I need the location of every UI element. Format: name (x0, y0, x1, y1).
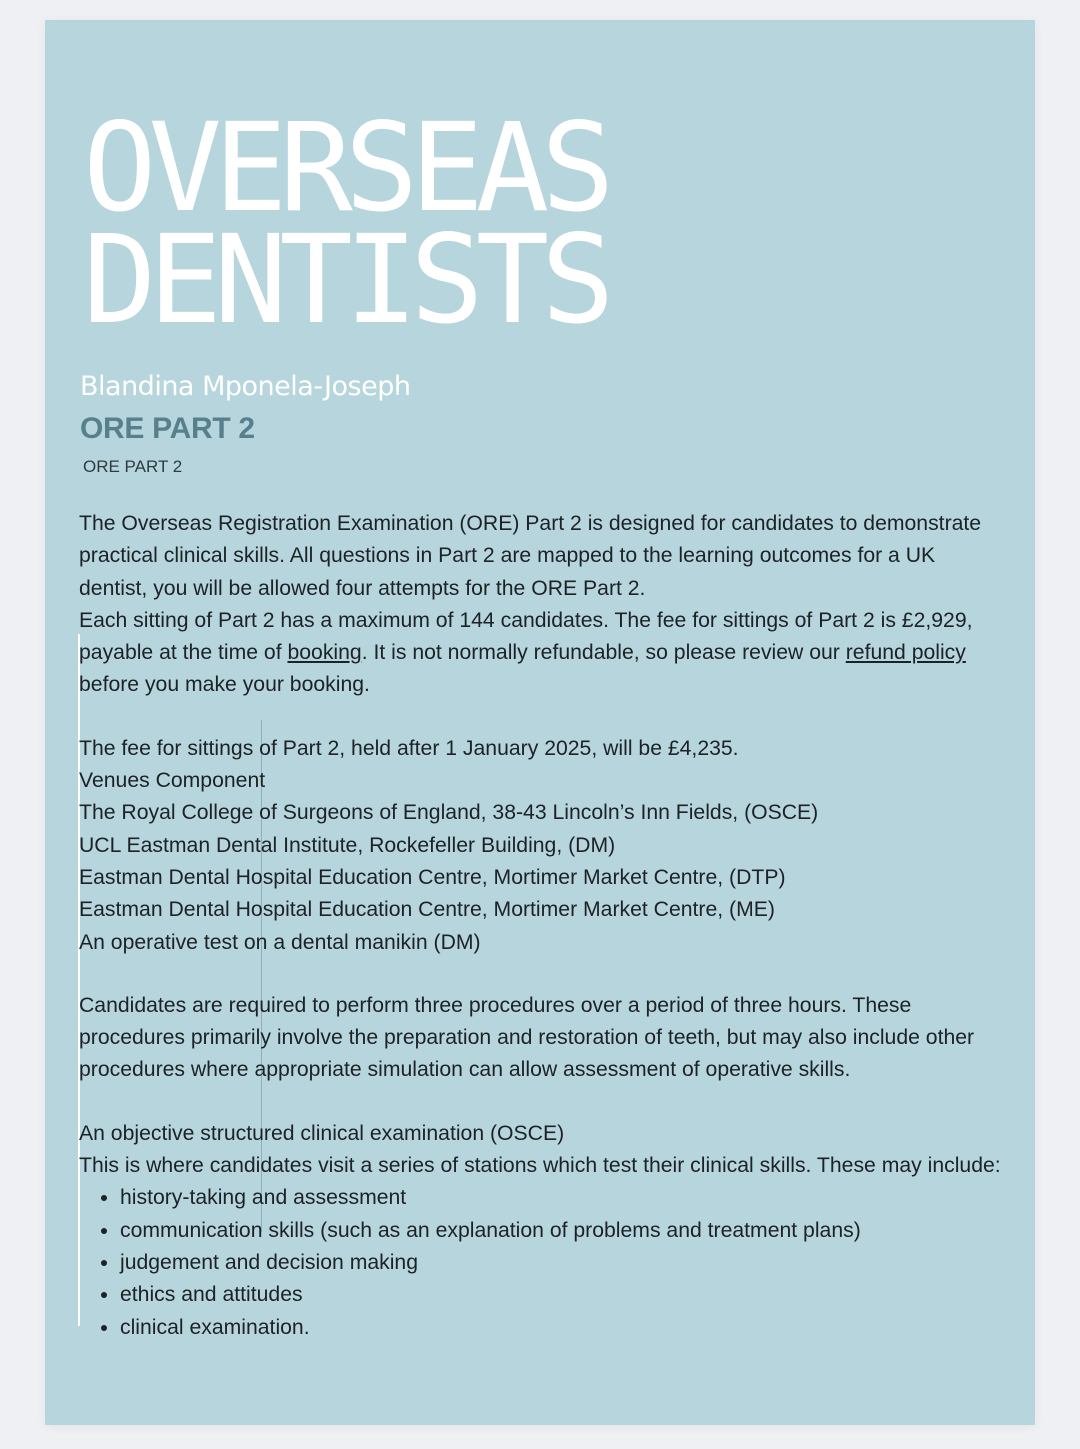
intro-paragraph: The Overseas Registration Examination (ORE) Part 2 is designed for candidates to demonstrate practical clinical skills. All questions in Part 2 are mapped to the learning outcomes for a UK dentist, you will be allowed four attempts for the ORE Part 2. (79, 512, 982, 600)
author-name: Blandina Mponela-Joseph (80, 371, 411, 402)
list-item: • clinical examination. (120, 1312, 1009, 1344)
venues-heading: Venues Component (79, 769, 266, 793)
section-kicker: ORE PART 2 (83, 457, 183, 476)
list-item: • ethics and attitudes (120, 1279, 1009, 1311)
osce-list (79, 1182, 1009, 1343)
osce-heading: An objective structured clinical examination (OSCE) (79, 1121, 565, 1145)
osce-paragraph: This is where candidates visit a series of stations which test their clinical skills. These may include: (79, 1154, 1001, 1178)
venue-item: Eastman Dental Hospital Education Centre, Mortimer Market Centre, (ME) (79, 898, 775, 922)
hero-title-line-1: OVERSEAS (83, 97, 607, 239)
dm-heading: An operative test on a dental manikin (DM) (79, 930, 481, 954)
paragraph-gap (79, 702, 1009, 733)
venue-item: UCL Eastman Dental Institute, Rockefeller Building, (DM) (79, 833, 616, 857)
list-item: • communication skills (such as an explanation of problems and treatment plans) (120, 1215, 1009, 1247)
hero-title (83, 97, 607, 351)
list-item: • history-taking and assessment (120, 1182, 1009, 1214)
venue-item: The Royal College of Surgeons of England, 38-43 Lincoln’s Inn Fields, (OSCE) (79, 801, 819, 825)
article-body (79, 508, 1009, 1344)
refund-policy-link[interactable]: refund policy (845, 641, 966, 665)
list-item: • judgement and decision making (120, 1247, 1009, 1279)
paragraph-gap (79, 959, 1009, 990)
fee-text-end: before you make your booking. (79, 673, 370, 697)
new-fee-line: The fee for sittings of Part 2, held after 1 January 2025, will be £4,235. (79, 736, 739, 760)
fee-text-middle: . It is not normally refundable, so please review our (361, 641, 846, 665)
fee-paragraph (79, 605, 1009, 702)
section-subtitle: ORE PART 2 (80, 412, 255, 445)
document-page (45, 20, 1035, 1425)
booking-link[interactable]: booking (287, 641, 362, 665)
venue-item: Eastman Dental Hospital Education Centre, Mortimer Market Centre, (DTP) (79, 865, 786, 889)
fee-text-start: Each sitting of Part 2 has a maximum of 144 candidates. The fee for sittings of Part 2 is £2,929, payable at the time of (79, 608, 973, 665)
paragraph-gap (79, 1087, 1009, 1118)
hero-title-line-2: DENTISTS (83, 209, 607, 351)
procedures-paragraph: Candidates are required to perform three procedures over a period of three hours. These procedures primarily involve the preparation and restoration of teeth, but may also include other procedures where appropriate simulation can allow assessment of operative skills. (79, 993, 975, 1082)
